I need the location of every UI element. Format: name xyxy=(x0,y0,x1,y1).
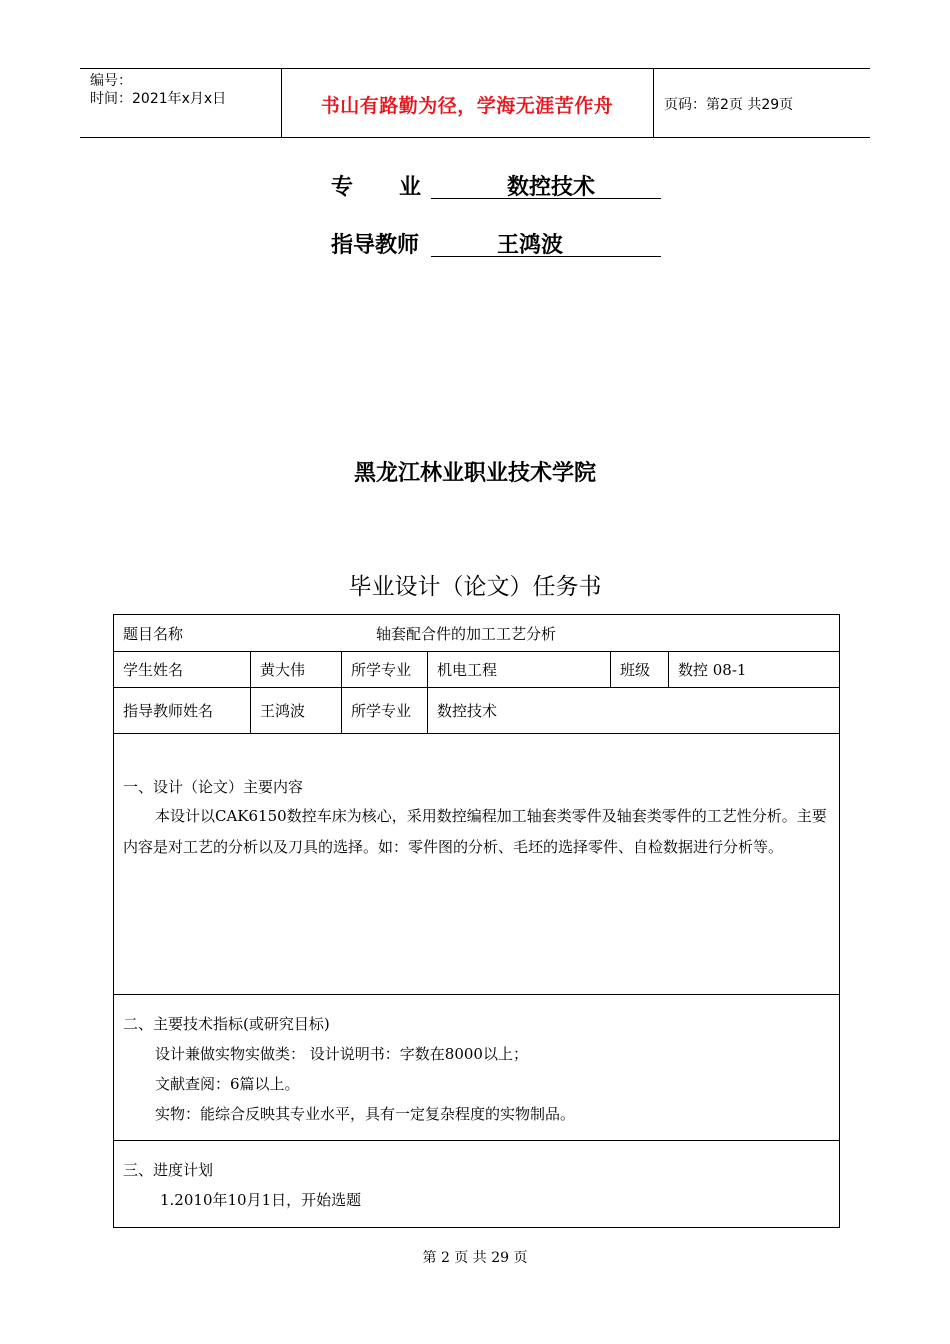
table-row-teacher xyxy=(114,688,839,734)
teacher-value: 王鸿波 xyxy=(497,233,564,258)
section2-heading: 二、主要技术指标(或研究目标) xyxy=(123,1015,330,1033)
major-label-1: 所学专业 xyxy=(351,661,412,679)
major-label-cell-1 xyxy=(342,652,428,687)
class-value: 数控 08-1 xyxy=(678,661,747,679)
number-label: 编号： xyxy=(90,73,132,89)
section-main-content xyxy=(114,734,839,995)
major-label: 专 业 xyxy=(331,175,421,200)
major-value-2: 数控技术 xyxy=(437,702,498,720)
teacher-field xyxy=(331,228,661,260)
section1-heading: 一、设计（论文）主要内容 xyxy=(123,778,304,796)
college-name: 黑龙江林业职业技术学院 xyxy=(353,461,596,486)
student-label-cell xyxy=(114,652,251,687)
section3-heading: 三、进度计划 xyxy=(123,1161,214,1179)
teacher-value-cell xyxy=(251,688,342,733)
student-value: 黄大伟 xyxy=(260,661,306,679)
major-field xyxy=(331,170,661,202)
header-meta xyxy=(80,69,282,137)
teacher-name-value: 王鸿波 xyxy=(260,702,306,720)
topic-value: 轴套配合件的加工工艺分析 xyxy=(376,625,557,643)
page-footer: 第 2 页 共 29 页 xyxy=(422,1250,528,1266)
header-page-cell xyxy=(654,69,870,137)
major-label-2: 所学专业 xyxy=(351,702,412,720)
header-motto-cell xyxy=(281,69,654,137)
major-value-cell-2 xyxy=(428,688,839,733)
time-label: 时间：2021年x月x日 xyxy=(90,91,227,107)
section2-line-2: 文献查阅：6篇以上。 xyxy=(155,1075,300,1093)
topic-cell xyxy=(114,615,839,651)
student-value-cell xyxy=(251,652,342,687)
class-value-cell xyxy=(669,652,839,687)
section-schedule xyxy=(114,1141,839,1227)
topic-label: 题目名称 xyxy=(123,625,184,643)
table-row-topic xyxy=(114,615,839,652)
section2-line-3: 实物：能综合反映其专业水平，具有一定复杂程度的实物制品。 xyxy=(155,1105,576,1123)
student-label: 学生姓名 xyxy=(123,661,184,679)
section1-body: 本设计以CAK6150数控车床为核心，采用数控编程加工轴套类零件及轴套类零件的工艺性分析。主要内容是对工艺的分析以及刀具的选择。如：零件图的分析、毛坯的选择零件、自检数据进行分析等。 xyxy=(123,807,827,856)
header-motto: 书山有路勤为径，学海无涯苦作舟 xyxy=(320,95,614,117)
major-value-1: 机电工程 xyxy=(437,661,498,679)
major-value-cell-1 xyxy=(428,652,611,687)
class-label-cell xyxy=(611,652,669,687)
table-row-student xyxy=(114,652,839,688)
section-technical-indicators xyxy=(114,995,839,1141)
section2-line-1: 设计兼做实物实做类： 设计说明书：字数在8000以上； xyxy=(155,1045,528,1063)
teacher-name-label: 指导教师姓名 xyxy=(123,702,214,720)
document-title: 毕业设计（论文）任务书 xyxy=(348,574,602,600)
class-label: 班级 xyxy=(620,661,651,679)
teacher-label: 指导教师 xyxy=(331,233,420,258)
teacher-label-cell xyxy=(114,688,251,733)
header-page-info: 页码：第2页 共29页 xyxy=(664,97,794,113)
task-table xyxy=(113,614,840,1228)
page-header xyxy=(80,68,870,138)
major-value: 数控技术 xyxy=(507,175,596,200)
major-label-cell-2 xyxy=(342,688,428,733)
section3-line-1: 1.2010年10月1日，开始选题 xyxy=(160,1191,362,1209)
